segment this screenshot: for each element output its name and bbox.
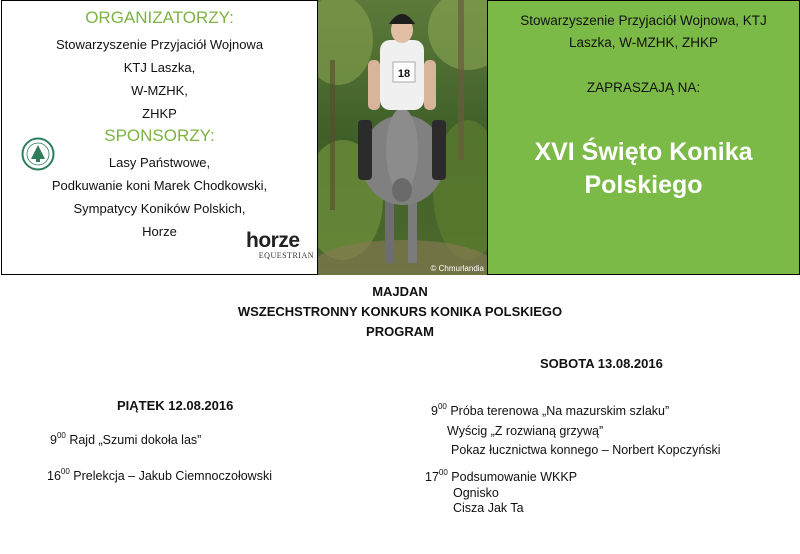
horze-logo-wordmark: horze [246,229,300,252]
invitation-panel [487,0,800,275]
organizer-3: W-MZHK, [131,83,188,98]
event-title-line-1: XVI Święto Konika [534,138,753,166]
invitation-invite: ZAPRASZAJĄ NA: [586,80,701,95]
invitation-line-1: Stowarzyszenie Przyjaciół Wojnowa, KTJ [520,13,767,28]
sponsor-2: Podkuwanie koni Marek Chodkowski, [51,178,268,193]
sponsor-1: Lasy Państwowe, [108,155,211,170]
lasy-panstwowe-logo-icon [21,137,55,171]
contest-title: WSZECHSTRONNY KONKURS KONIKA POLSKIEGO [237,304,563,319]
saturday-item-2: $17^{00}$ Podsumowanie WKKP [425,468,578,484]
organizers-panel [1,0,318,275]
bib-number: 18 [397,68,411,80]
organizer-1: Stowarzyszenie Przyjaciół Wojnowa [55,37,264,52]
sponsor-3: Sympatycy Koników Polskich, [73,201,246,216]
invitation-line-2: Laszka, W-MZHK, ZHKP [568,35,719,50]
friday-title: PIĄTEK 12.08.2016 [117,398,234,413]
program-title: PROGRAM [366,324,434,339]
saturday-item-2-sub-1: Ognisko [453,486,499,500]
horse-rider-image [318,0,487,275]
friday-item-1: $9^{00}$ Rajd „Szumi dokoła las” [50,431,202,447]
organizer-4: ZHKP [142,106,177,121]
saturday-item-2-sub-2: Cisza Jak Ta [453,501,524,515]
horze-logo-sub: EQUESTRIAN [258,251,314,260]
saturday-item-1: $9^{00}$ Próba terenowa „Na mazurskim szlaku” [431,402,670,418]
photo-credit: © Chmurlandia [430,264,484,273]
organizer-2: KTJ Laszka, [123,60,196,75]
sponsors-heading: SPONSORZY: [104,126,215,145]
friday-item-2: $16^{00}$ Prelekcja – Jakub Ciemnoczołowski [47,467,272,483]
place-title: MAJDAN [372,284,428,299]
sponsor-4: Horze [142,224,177,239]
saturday-item-1-sub-1: Wyścig „Z rozwianą grzywą” [447,424,604,438]
event-title-line-2: Polskiego [584,171,703,199]
rider-photo [318,0,487,275]
organizers-heading: ORGANIZATORZY: [85,8,234,27]
horze-logo [246,231,316,260]
saturday-title: SOBOTA 13.08.2016 [540,356,663,371]
saturday-item-1-sub-2: Pokaz łucznictwa konnego – Norbert Kopczyński [451,443,721,457]
